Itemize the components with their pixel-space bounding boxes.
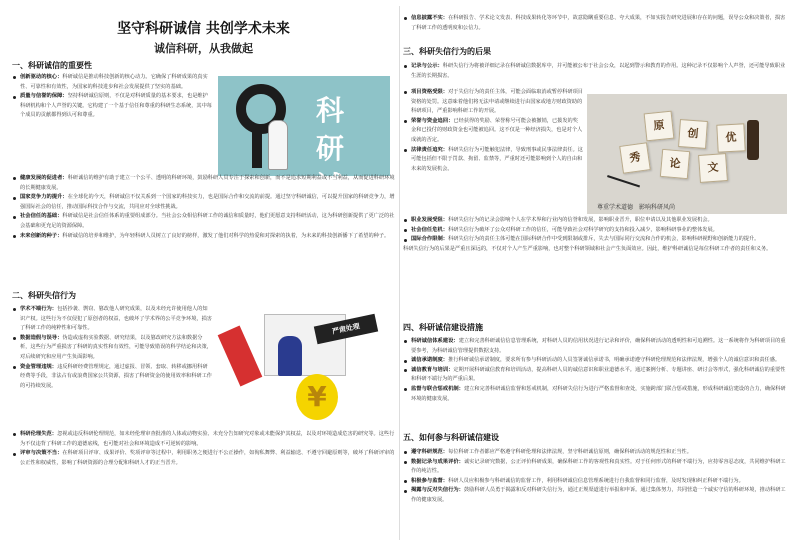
list-item: 学术不端行为：包括抄袭、剽窃、篡改他人研究成果，以及未经允许使用他人的知识产权。这些行为不仅侵犯了原创者的权益，也破坏了学术界的公平竞争环境，损害了科研工作的纯粹性和可靠性。 (12, 305, 212, 334)
integrity-illustration (218, 76, 390, 241)
pencil-figure (218, 326, 263, 387)
list-item: 项目资格受限：对于失信行为的责任主体，可能会面临取消或暂停科研项目资格的处罚。这意味着他们将无法申请或继续进行由国家或地方财政资助的科研项目，严重影响科研工作的开展。 (403, 88, 583, 117)
list-item: 记录与公示：科研失信行为将被详细记录在科研诚信数据库中，并可能被公布于社会公众，以起到警示和教育的作用。这种记录不仅影响个人声誉，还可能导致职业生涯的长期损害。 (403, 62, 787, 81)
list-item: 科研伦理失范：忽视或违反科研伦理规范，如未经伦理审查批准的人体或动物实验、未充分告知研究对象或未能保护其权益，以及对环境造成危害的研究等。这些行为不仅违背了科研工作的道德底线，也可能对社会和环境造成不可逆转的影响。 (12, 430, 395, 449)
card-char: 原 (644, 111, 675, 142)
section-title-importance: 一、科研诚信的重要性 (12, 61, 92, 70)
list-item: 未来创新的种子：科研诚信的培养和维护，为年轻科研人员树立了良好的榜样，激发了他们对科学的热爱和对探索的执着，为未来的科技创新播下了希望的种子。 (12, 232, 395, 242)
list-item: 数据记录与成果评价：诚实记录研究数据，公正评价科研成果，确保科研工作的客观性和真实性。对于任何形式的科研不端行为，应持零容忍态度，共同维护科研工作的纯洁性。 (403, 458, 787, 477)
misconduct-list-c (403, 14, 787, 33)
participation-list (403, 448, 787, 506)
page-title: 坚守科研诚信 共创学术未来 (117, 21, 290, 37)
consequences-summary: 科研失信行为的后果是严重且深远的，不仅对个人产生严重影响，也对整个科研领域和社会产生负面效应。因此，维护科研诚信是每位科研工作者的责任和义务。 (403, 245, 772, 252)
card-char: 论 (660, 149, 690, 179)
list-item: 社会信任的基础：科研诚信是社会信任体系的重要组成部分。当社会公众相信科研工作的诚信和质量时，他们更愿意支持科研活动，这为科研创新提供了更广泛的社会基础和更充足的资源保障。 (12, 212, 395, 231)
scissors-icon (604, 175, 640, 197)
list-item: 创新驱动的核心：科研诚信是推动科技创新的核心动力。它确保了科研成果的真实性、可靠性和有效性，为国家的科技进步和社会发展提供了坚实的基础。 (12, 73, 212, 92)
misconduct-list-a (12, 305, 212, 391)
list-item: 质量与信誉的保障：坚持科研诚信原则，不仅是对科研质量的基本要求，也是维护科研机构和个人声誉的关键。它构建了一个基于信任和尊重的科研生态系统，其中每个成员的贡献都得到认可和尊重。 (12, 92, 212, 121)
card-char: 优 (716, 123, 745, 152)
list-item: 国家竞争力的提升：在全球化的今天，科研诚信不仅关系到一个国家的科技实力，也是国际合作和交流的前提。通过坚守科研诚信，可以提升国家的科研竞争力，增强国际社会的信任，推动国际科技合作与交流，共同应对全球性挑战。 (12, 193, 395, 212)
list-item: 评审与决策不当：在科研项目评审、成果评价、奖项评审等过程中，利用职务之便进行不公正操作，如徇私舞弊、利益输送、不遵守回避原则等，破坏了科研评审的公正性和权威性，影响了科研资源的合理分配和科研人才的正当晋升。 (12, 449, 395, 468)
list-item: 揭露与反对失信行为：鼓励科研人员勇于揭露和反对科研失信行为，通过正规渠道进行举报和申诉。通过集体努力，共同营造一个诚实守信的科研环境，推动科研工作的健康发展。 (403, 486, 787, 505)
importance-list-a (12, 73, 212, 121)
original-paper-photo (587, 94, 787, 214)
list-item: 遵守科研规范：每位科研工作者都应严格遵守科研伦理和法律法规，坚守科研诚信原则，确保科研活动的规范性和正当性。 (403, 448, 787, 458)
list-item: 资金管理违规：违反科研经费管理规定，通过虚报、冒领、套取、转移或挪用科研经费等手段，非法占有或浪费国家公共资源，损害了科研资金的使用效率和科研工作的可持续发展。 (12, 363, 212, 392)
card-char: 创 (678, 119, 708, 149)
consequences-list-c (403, 216, 787, 254)
consequences-list-b (403, 88, 583, 174)
list-item: 职业发展受阻：科研失信行为的记录会影响个人在学术界和行业内的信誉和发展，影响职业晋升，职位申请以及其他职业发展机会。 (403, 216, 787, 226)
yuan-icon: ¥ (296, 374, 338, 420)
consequences-list-a (403, 62, 787, 81)
ink-bottle (747, 120, 759, 160)
list-item: 监督与联合惩戒机制：建立和完善科研诚信监督和惩戒机制，对科研失信行为进行严格监督和查处，实施跨部门联合惩戒措施，形成科研诚信建设的合力，确保科研环境的健康发展。 (403, 385, 787, 404)
column-divider (399, 6, 400, 540)
list-item: 积极参与监督：科研人员应积极参与科研诚信的监督工作，利用科研诚信信息管理系统进行自我监督和同行监督，及时发现和纠正科研不端行为。 (403, 477, 787, 487)
section-title-measures: 四、科研诚信建设措施 (403, 323, 483, 332)
measures-list (403, 337, 787, 404)
importance-list-b (12, 174, 395, 241)
section-title-misconduct: 二、科研失信行为 (12, 291, 76, 300)
list-item: 社会信任危机：科研失信行为破坏了公众对科研工作的信任，可能导致社会对科学研究的支持和投入减少，影响科研事业的整体发展。 (403, 226, 787, 236)
list-item: 科研诚信体系建设：建立和完善科研诚信信息管理系统，对科研人员的信用状况进行记录和评价，确保科研活动的透明性和可追溯性。这一系统将作为科研项目的重要参考，为科研诚信管理提供数据支持。 (403, 337, 787, 356)
page-subtitle: 诚信科研，从我做起 (154, 42, 253, 55)
photo-caption: 尊重学术道德 影响科研风尚 (597, 204, 676, 211)
list-item: 国际合作限制：科研失信行为的责任主体可能在国际科研合作中受到限制或排斥，失去与国际同行交流和合作的机会，影响科研视野和创新能力的提升。 (403, 235, 787, 245)
punishment-sign: 严肃处理 (314, 314, 378, 344)
card-char: 文 (698, 153, 728, 183)
list-item: 法律责任追究：科研失信行为可能触犯法律，导致刑事或民事法律责任。这可能包括但不限于罚款、拘留、监禁等，严重时还可能影响到个人的自由和未来的发展机会。 (403, 146, 583, 175)
person-figure (278, 336, 302, 376)
list-item: 诚信教育与培训：定期开展科研诚信教育和培训活动，提高科研人员的诚信意识和职业道德水平。通过案例分析、专题讲座、研讨会等形式，强化科研诚信的重要性和科研不端行为的严重后果。 (403, 366, 787, 385)
list-item: 诚信承诺制度：推行科研诚信承诺制度，要求所有参与科研活动的人员签署诚信承诺书，明确承诺遵守科研伦理规范和法律法规，增强个人的诚信意识和责任感。 (403, 356, 787, 366)
scientist-figure (268, 120, 288, 170)
card-char: 秀 (619, 142, 651, 174)
misconduct-illustration (220, 300, 390, 420)
misconduct-list-b (12, 430, 395, 468)
list-item: 健康发展的促进者：科研诚信的维护有助于建立一个公平、透明的科研环境，鼓励科研人员专注于探索和创新，而不是追求短期利益或不当利益，从而促进科研环境的长期健康发展。 (12, 174, 395, 193)
list-item: 荣誉与资金追回：已经获得的奖励、荣誉称号可能会被撤销，已拨发的奖金和已投付的财政资金也可能被追回。这不仅是一种经济损失，也是对个人成就的否定。 (403, 117, 583, 146)
list-item: 信息披露不实：在科研报告、学术论文发表、科技成果转化等环节中，故意隐瞒重要信息、夸大成果，不如实报告研究进展和存在的问题，误导公众和决策者，损害了科研工作的透明度和公信力。 (403, 14, 787, 33)
section-title-participation: 五、如何参与科研诚信建设 (403, 433, 499, 442)
section-title-consequences: 三、科研失信行为的后果 (403, 47, 491, 56)
list-item: 数据造假与误导：伪造或虚构实验数据、研究结果，以及篡改研究方法和数据分析，这些行为严重损害了科研的真实性和有效性，可能导致错误的科学结论和决策，对后续研究和应用产生负面影响。 (12, 334, 212, 363)
illustration-text: 科研诚信 (316, 94, 351, 241)
